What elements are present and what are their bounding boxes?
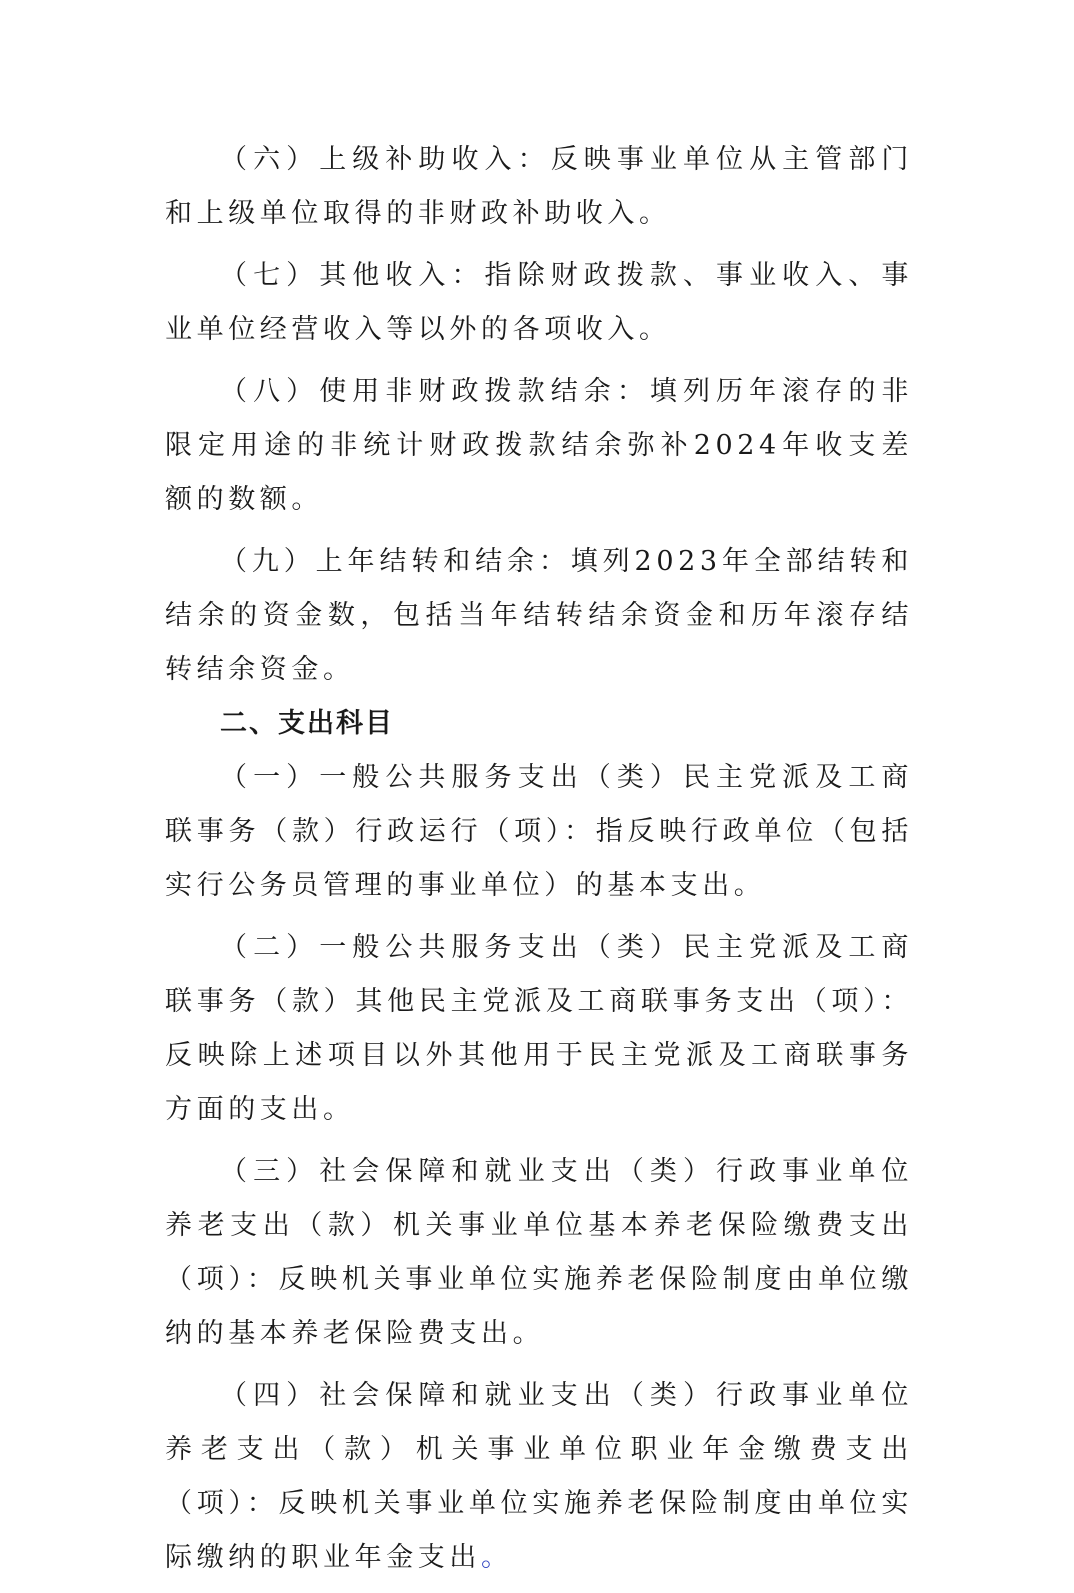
section-heading-expenditure: 二、支出科目 [220,708,394,739]
paragraph-non-fiscal-surplus: （八）使用非财政拨款结余：填列历年滚存的非限定用途的非统计财政拨款结余弥补2024年收支差额的数额。 [165,376,913,515]
paragraph-other-income: （七）其他收入：指除财政拨款、事业收入、事业单位经营收入等以外的各项收入。 [165,260,913,345]
paragraph-expenditure-4-end-mark: 。 [481,1542,513,1573]
paragraph-expenditure-4 [165,1369,913,1585]
paragraph-expenditure-2: （二）一般公共服务支出（类）民主党派及工商联事务（款）其他民主党派及工商联事务支出（项）：反映除上述项目以外其他用于民主党派及工商联事务方面的支出。 [165,932,913,1125]
paragraph-expenditure-3: （三）社会保障和就业支出（类）行政事业单位养老支出（款）机关事业单位基本养老保险缴费支出（项）：反映机关事业单位实施养老保险制度由单位缴纳的基本养老保险费支出。 [165,1156,913,1349]
paragraph-superior-subsidy-income: （六）上级补助收入：反映事业单位从主管部门和上级单位取得的非财政补助收入。 [165,144,913,229]
paragraph-prior-year-carryover: （九）上年结转和结余：填列2023年全部结转和结余的资金数，包括当年结转结余资金和历年滚存结转结余资金。 [165,546,913,685]
paragraph-expenditure-4-text: （四）社会保障和就业支出（类）行政事业单位养老支出（款）机关事业单位职业年金缴费支出（项）：反映机关事业单位实施养老保险制度由单位实际缴纳的职业年金支出 [165,1380,913,1573]
paragraph-expenditure-1: （一）一般公共服务支出（类）民主党派及工商联事务（款）行政运行（项）：指反映行政单位（包括实行公务员管理的事业单位）的基本支出。 [165,762,913,901]
document-page [165,133,913,1593]
